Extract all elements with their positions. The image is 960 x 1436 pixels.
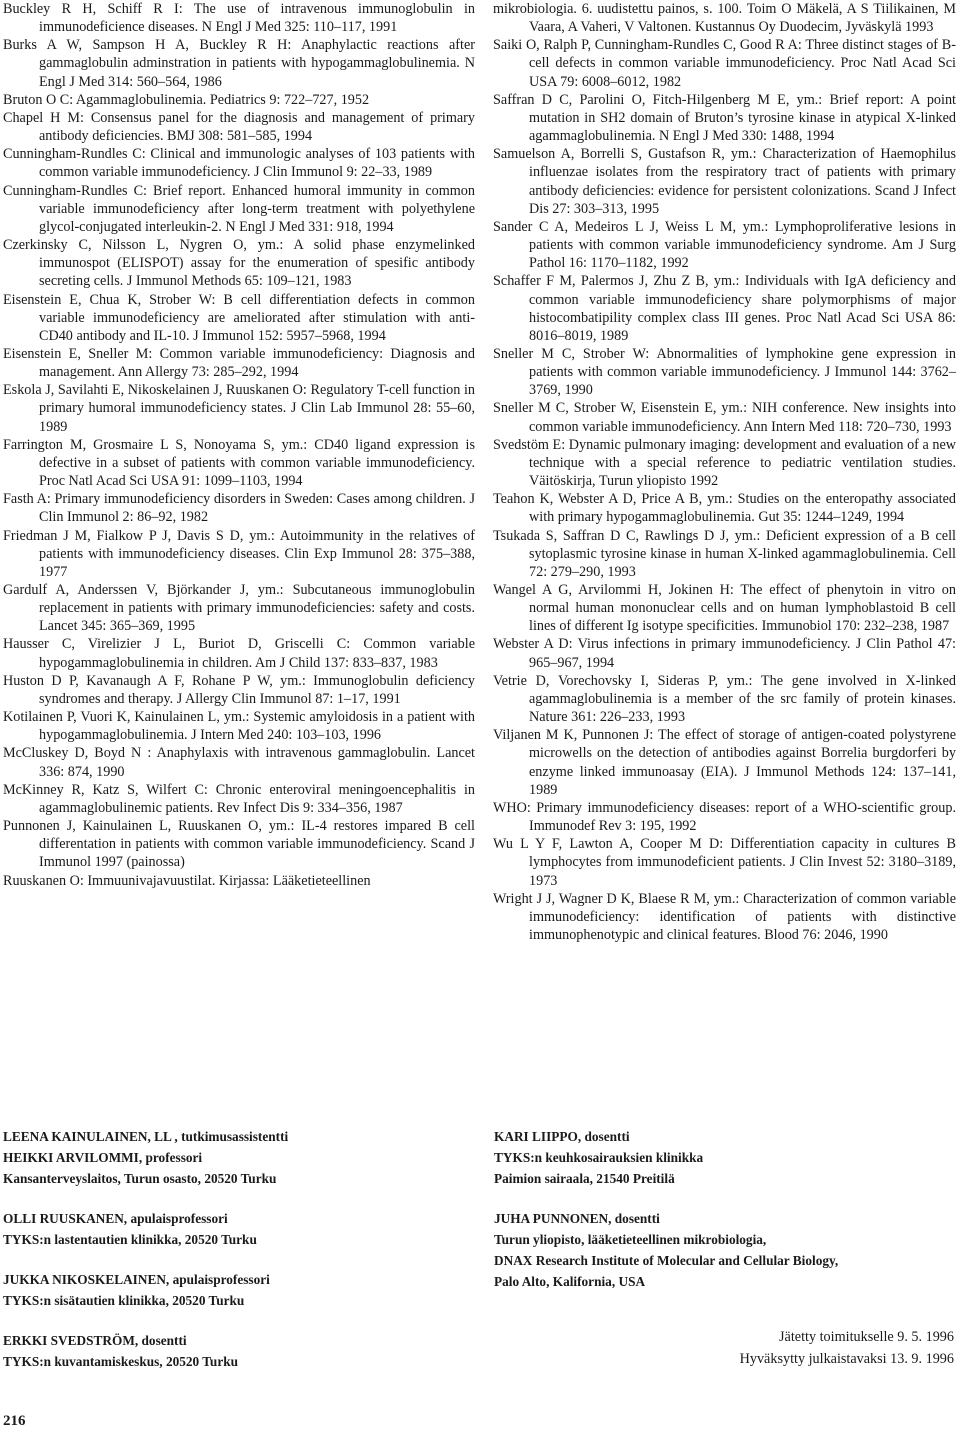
reference-entry: Vetrie D, Vorechovsky I, Sideras P, ym.: The gene involved in X-linked agammaglobulinemia is a member of the src family of protein kinases. Nature 361: 226–233, 1993 <box>493 672 956 726</box>
author-line: HEIKKI ARVILOMMI, professori <box>3 1150 203 1165</box>
reference-entry: Huston D P, Kavanaugh A F, Rohane P W, ym.: Immunoglobulin deficiency syndromes and therapy. J Allergy Clin Immunol 87: 1–17, 1991 <box>3 672 475 707</box>
author-affiliations-left <box>3 1126 473 1391</box>
reference-list-right <box>493 0 956 944</box>
reference-entry: McKinney R, Katz S, Wilfert C: Chronic enteroviral meningoencephalitis in agammaglobulinemic patients. Rev Infect Dis 9: 334–356, 1987 <box>3 781 475 816</box>
reference-entry: Saiki O, Ralph P, Cunningham-Rundles C, Good R A: Three distinct stages of B-cell defects in common variable immunodeficiency. Proc Natl Acad Sci USA 79: 6008–6012, 1982 <box>493 37 956 90</box>
author-block <box>494 1126 954 1189</box>
reference-entry: Sneller M C, Strober W, Eisenstein E, ym.: NIH conference. New insights into common variable immunodeficiency. Ann Intern Med 118: 720–730, 1993 <box>493 400 956 435</box>
reference-entry: Gardulf A, Anderssen V, Björkander J, ym.: Subcutaneous immunoglobulin replacement in patients with primary immunodeficiencies: safety and costs. Lancet 345: 365–369, 1995 <box>3 582 475 635</box>
manuscript-dates <box>740 1326 954 1370</box>
author-line: KARI LIIPPO, dosentti <box>494 1129 630 1144</box>
reference-entry: Cunningham-Rundles C: Clinical and immunologic analyses of 103 patients with common variable immunodeficiency. J Clin Immunol 9: 22–33, 1989 <box>3 146 475 181</box>
reference-entry: Burks A W, Sampson H A, Buckley R H: Anaphylactic reactions after gammaglobulin adminstration in patients with hypogammaglobulinemia. N Engl J Med 314: 560–564, 1986 <box>3 37 475 90</box>
reference-entry: Svedstöm E: Dynamic pulmonary imaging: development and evaluation of a new technique with a special reference to pediatric ventilation studies. Väitöskirja, Turun yliopisto 1992 <box>493 436 956 490</box>
submitted-date: Jätetty toimitukselle 9. 5. 1996 <box>779 1329 954 1345</box>
author-line: TYKS:n sisätautien klinikka, 20520 Turku <box>3 1293 245 1308</box>
author-line: TYKS:n keuhkosairauksien klinikka <box>494 1150 704 1165</box>
author-line: ERKKI SVEDSTRÖM, dosentti <box>3 1333 187 1348</box>
reference-entry: Punnonen J, Kainulainen L, Ruuskanen O, ym.: IL-4 restores impared B cell differentation in patients with common variable immunodeficiency. Scand J Immunol 1997 (painossa) <box>3 818 475 871</box>
reference-entry: mikrobiologia. 6. uudistettu painos, s. 100. Toim O Mäkelä, A S Tiilikainen, M Vaara, A Vaheri, V Valtonen. Kustannus Oy Duodecim, Jyväskylä 1993 <box>493 1 956 36</box>
author-line: OLLI RUUSKANEN, apulaisprofessori <box>3 1211 228 1226</box>
reference-entry: Cunningham-Rundles C: Brief report. Enhanced humoral immunity in common variable immunodeficiency after long-term treatment with polyethylene glycol-conjugated interleukin-2. N Engl J Med 331: 918, 1994 <box>3 182 475 235</box>
page-number: 216 <box>3 1413 26 1429</box>
reference-entry: Czerkinsky C, Nilsson L, Nygren O, ym.: A solid phase enzymelinked immunospot (ELISPOT) assay for the enumeration of spesific antibody secreting cells. J Immunol Methods 65: 109–121, 1983 <box>3 237 475 290</box>
author-line: TYKS:n kuvantamiskeskus, 20520 Turku <box>3 1354 239 1369</box>
reference-entry: WHO: Primary immunodeficiency diseases: report of a WHO-scientific group. Immunodef Rev 3: 195, 1992 <box>493 799 956 835</box>
author-line: TYKS:n lastentautien klinikka, 20520 Turku <box>3 1232 257 1247</box>
author-block <box>3 1269 473 1311</box>
reference-entry: Tsukada S, Saffran D C, Rawlings D J, ym.: Deficient expression of a B cell sytoplasmic tyrosine kinase in human X-linked agammaglobulinemia. Cell 72: 279–290, 1993 <box>493 527 956 580</box>
author-line: LEENA KAINULAINEN, LL , tutkimusassistentti <box>3 1129 289 1144</box>
author-line: Palo Alto, Kalifornia, USA <box>494 1274 646 1289</box>
reference-entry: Chapel H M: Consensus panel for the diagnosis and management of primary antibody deficiencies. BMJ 308: 581–585, 1994 <box>3 109 475 145</box>
reference-entry: Buckley R H, Schiff R I: The use of intravenous immunoglobulin in immunodeficience diseases. N Engl J Med 325: 110–117, 1991 <box>3 1 475 36</box>
author-block <box>3 1208 473 1250</box>
reference-entry: Friedman J M, Fialkow P J, Davis S D, ym.: Autoimmunity in the relatives of patients with immunodeficiency diseases. Clin Exp Immunol 28: 375–388, 1977 <box>3 527 475 580</box>
author-line: JUKKA NIKOSKELAINEN, apulaisprofessori <box>3 1272 270 1287</box>
author-line: Kansanterveyslaitos, Turun osasto, 20520 Turku <box>3 1171 277 1186</box>
author-line: Paimion sairaala, 21540 Preitilä <box>494 1171 675 1186</box>
reference-entry: McCluskey D, Boyd N : Anaphylaxis with intravenous gammaglobulin. Lancet 336: 874, 1990 <box>3 745 475 780</box>
reference-entry: Eisenstein E, Chua K, Strober W: B cell differentiation defects in common variable immunodeficiency are ameliorated after stimulation with anti-CD40 antibody and IL-10. J Immunol 152: 5957–5968, 1994 <box>3 291 475 344</box>
author-block <box>3 1330 473 1372</box>
reference-entry: Wangel A G, Arvilommi H, Jokinen H: The effect of phenytoin in vitro on normal human mononuclear cells and on human lymphoblastoid B cell lines of different Ig isotype specificities. Immunobiol 170: 232–238, 1987 <box>493 582 956 635</box>
reference-entry: Kotilainen P, Vuori K, Kainulainen L, ym.: Systemic amyloidosis in a patient with hypogammaglobulinemia. J Intern Med 240: 103–103, 1996 <box>3 709 475 744</box>
reference-entry: Bruton O C: Agammaglobulinemia. Pediatrics 9: 722–727, 1952 <box>3 91 370 108</box>
reference-entry: Wu L Y F, Lawton A, Cooper M D: Differentiation capacity in cultures B lymphocytes from immunodeficient patients. J Clin Invest 52: 3180–3189, 1973 <box>493 836 956 889</box>
reference-entry: Farrington M, Grosmaire L S, Nonoyama S, ym.: CD40 ligand expression is defective in a subset of patients with common variable immunodeficiency. Proc Natl Acad Sci USA 91: 1099–1103, 1994 <box>3 436 475 490</box>
reference-entry: Ruuskanen O: Immuunivajavuustilat. Kirjassa: Lääketieteellinen <box>3 872 371 889</box>
reference-entry: Sneller M C, Strober W: Abnormalities of lymphokine gene expression in patients with common variable immunodeficiency. J Immunol 144: 3762–3769, 1990 <box>493 345 956 399</box>
reference-entry: Viljanen M K, Punnonen J: The effect of storage of antigen-coated polystyrene microwells on the detection of antibodies against Borrelia burgdorferi by enzyme linked immunoasay (EIA). J Immunol Methods 124: 137–141, 1989 <box>493 727 956 798</box>
reference-entry: Fasth A: Primary immunodeficiency disorders in Sweden: Cases among children. J Clin Immunol 2: 86–92, 1982 <box>3 491 475 526</box>
reference-entry: Hausser C, Virelizier J L, Buriot D, Griscelli C: Common variable hypogammaglobulinemia in children. Am J Child 137: 833–837, 1983 <box>3 636 475 671</box>
author-line: Turun yliopisto, lääketieteellinen mikrobiologia, <box>494 1232 767 1247</box>
reference-entry: Eisenstein E, Sneller M: Common variable immunodeficiency: Diagnosis and management. Ann Allergy 73: 285–292, 1994 <box>3 345 475 381</box>
author-block <box>3 1126 473 1189</box>
reference-entry: Sander C A, Medeiros L J, Weiss L M, ym.: Lymphoproliferative lesions in patients with common variable immunodeficiency syndrome. Am J Surg Pathol 16: 1170–1182, 1992 <box>493 218 956 272</box>
reference-entry: Teahon K, Webster A D, Price A B, ym.: Studies on the enteropathy associated with primary hypogammaglobulinemia. Gut 35: 1244–1249, 1994 <box>493 491 956 526</box>
reference-entry: Eskola J, Savilahti E, Nikoskelainen J, Ruuskanen O: Regulatory T-cell function in primary humoral immunodeficiency states. J Clin Lab Immunol 28: 55–60, 1989 <box>3 382 475 435</box>
author-line: JUHA PUNNONEN, dosentti <box>494 1211 660 1226</box>
reference-entry: Saffran D C, Parolini O, Fitch-Hilgenberg M E, ym.: Brief report: A point mutation in SH2 domain of Bruton’s tyrosine kinase in atypical X-linked agammaglobulinemia. N Engl J Med 330: 1488, 1994 <box>493 91 956 145</box>
author-affiliations-right <box>494 1126 954 1311</box>
reference-entry: Schaffer F M, Palermos J, Zhu Z B, ym.: Individuals with IgA deficiency and common variable immunodeficiency share polymorphisms of major histocombatipility complex class III genes. Proc Natl Acad Sci USA 86: 8016–8019, 1989 <box>493 273 956 344</box>
reference-entry: Webster A D: Virus infections in primary immunodeficiency. J Clin Pathol 47: 965–967, 1994 <box>493 636 956 671</box>
reference-entry: Samuelson A, Borrelli S, Gustafson R, ym.: Characterization of Haemophilus influenzae isolates from the respiratory tract of patients with primary antibody deficiencies: evidence for persistent colonizations. Scand J Infect Dis 27: 303–313, 1995 <box>493 146 956 217</box>
reference-list-left <box>3 0 475 890</box>
reference-entry: Wright J J, Wagner D K, Blaese R M, ym.: Characterization of common variable immunodeficiency: identification of patients with distinctive immunophenotypic and clinical features. Blood 76: 2046, 1990 <box>493 890 956 943</box>
author-block <box>494 1208 954 1292</box>
author-line: DNAX Research Institute of Molecular and Cellular Biology, <box>494 1253 839 1268</box>
accepted-date: Hyväksytty julkaistavaksi 13. 9. 1996 <box>739 1351 954 1367</box>
